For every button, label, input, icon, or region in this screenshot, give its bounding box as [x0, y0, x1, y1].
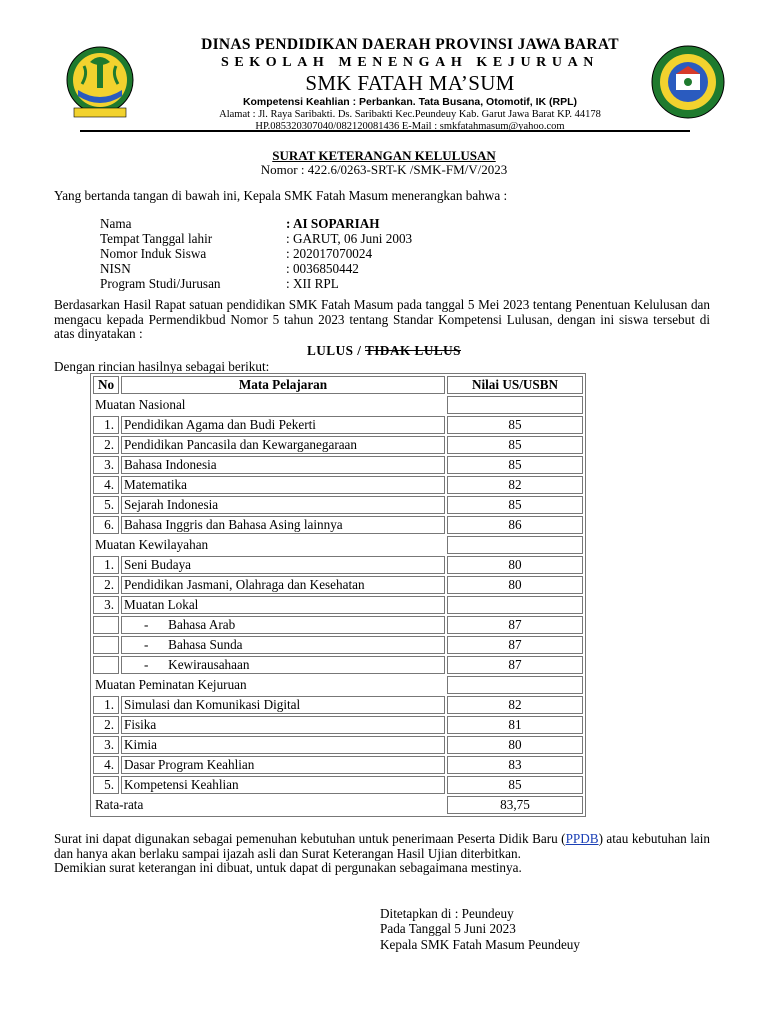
subject-score: 82 [447, 696, 583, 714]
section-score-empty [447, 536, 583, 554]
table-header-row [93, 376, 583, 394]
table-row [93, 556, 583, 574]
sign-position: Kepala SMK Fatah Masum Peundeuy [380, 936, 580, 952]
student-identity [100, 216, 412, 291]
sign-date: Pada Tanggal 5 Juni 2023 [380, 921, 516, 937]
subject-score: 81 [447, 716, 583, 734]
average-label: Rata-rata [95, 797, 144, 812]
subject-name: Sejarah Indonesia [121, 496, 445, 514]
subject-score: 87 [447, 656, 583, 674]
row-number: 1. [93, 556, 119, 574]
row-number: 2. [93, 576, 119, 594]
subject-name: - Kewirausahaan [121, 656, 445, 674]
subject-score: 87 [447, 616, 583, 634]
section-row [93, 396, 583, 414]
row-number: 4. [93, 756, 119, 774]
section-title: Muatan Kewilayahan [95, 537, 209, 552]
subject-name: - Bahasa Sunda [121, 636, 445, 654]
subject-name: Dasar Program Keahlian [121, 756, 445, 774]
section-row [93, 676, 583, 694]
table-row [93, 436, 583, 454]
row-number: 3. [93, 456, 119, 474]
table-row [93, 476, 583, 494]
document-title: SURAT KETERANGAN KELULUSAN [272, 148, 496, 163]
row-number [93, 616, 119, 634]
signature-block [380, 906, 580, 952]
address: Alamat : Jl. Raya Saribakti. Ds. Saribakti Kec.Peundeuy Kab. Garut Jawa Barat KP. 44178 [219, 109, 601, 120]
average-value: 83,75 [447, 796, 583, 814]
closing-text [54, 832, 710, 876]
identity-value: : 202017070024 [286, 246, 373, 261]
identity-value: : XII RPL [286, 276, 339, 291]
subject-name: Bahasa Indonesia [121, 456, 445, 474]
subject-score: 80 [447, 556, 583, 574]
table-row [93, 516, 583, 534]
status-pass: LULUS [306, 343, 354, 358]
letterhead [140, 36, 680, 133]
identity-value: : GARUT, 06 Juni 2003 [286, 231, 413, 246]
ppdb-link[interactable]: PPDB [565, 831, 599, 846]
identity-row [100, 276, 412, 291]
grades-table [90, 373, 586, 817]
table-row [93, 776, 583, 794]
identity-row [100, 231, 412, 246]
row-number [93, 656, 119, 674]
table-row [93, 416, 583, 434]
row-number: 5. [93, 496, 119, 514]
header-subject: Mata Pelajaran [121, 376, 445, 394]
subject-name: Simulasi dan Komunikasi Digital [121, 696, 445, 714]
subject-name: - Bahasa Arab [121, 616, 445, 634]
subject-name: Pendidikan Agama dan Budi Pekerti [121, 416, 445, 434]
closing-text-after: ) atau kebutuhan lain dan hanya akan berlaku sampai ijazah asli dan Surat Keterangan Hasil Ujian diterbitkan. [54, 831, 710, 861]
row-number: 3. [93, 596, 119, 614]
table-row [93, 716, 583, 734]
table-row [93, 596, 583, 614]
subject-score: 85 [447, 416, 583, 434]
identity-value: : AI SOPARIAH [286, 216, 380, 231]
subject-score: 85 [447, 436, 583, 454]
section-title: Muatan Peminatan Kejuruan [95, 677, 247, 692]
row-number: 1. [93, 416, 119, 434]
school-level: SEKOLAH MENENGAH KEJURUAN [220, 55, 600, 70]
agency-name: DINAS PENDIDIKAN DAERAH PROVINSI JAWA BARAT [201, 36, 619, 53]
identity-label: Program Studi/Jurusan [100, 276, 221, 291]
section-score-empty [447, 676, 583, 694]
table-row [93, 616, 583, 634]
table-row [93, 736, 583, 754]
status-separator: / [353, 343, 365, 358]
header-divider [80, 130, 690, 132]
header-score: Nilai US/USBN [447, 376, 583, 394]
subject-score: 83 [447, 756, 583, 774]
row-number: 2. [93, 436, 119, 454]
province-logo [64, 44, 136, 120]
document-number: Nomor : 422.6/0263-SRT-K /SMK-FM/V/2023 [260, 162, 508, 177]
subject-name: Kompetensi Keahlian [121, 776, 445, 794]
subject-name: Seni Budaya [121, 556, 445, 574]
section-score-empty [447, 396, 583, 414]
intro-text: Yang bertanda tangan di bawah ini, Kepala SMK Fatah Masum menerangkan bahwa : [54, 188, 508, 203]
row-number: 2. [93, 716, 119, 734]
table-row [93, 456, 583, 474]
table-row [93, 636, 583, 654]
school-name: SMK FATAH MA’SUM [305, 71, 515, 95]
subject-score: 82 [447, 476, 583, 494]
identity-row [100, 246, 412, 261]
section-title: Muatan Nasional [95, 397, 186, 412]
closing-paragraph-2: Demikian surat keterangan ini dibuat, untuk dapat di pergunakan sebagaimana mestinya. [54, 860, 522, 876]
identity-row [100, 261, 412, 276]
row-number: 4. [93, 476, 119, 494]
subject-score: 87 [447, 636, 583, 654]
contact: HP.085320307040/082120081436 E-Mail : smkfatahmasum@yahoo.com [255, 121, 565, 132]
row-number: 3. [93, 736, 119, 754]
subject-score: 85 [447, 776, 583, 794]
section-row [93, 536, 583, 554]
identity-label: Tempat Tanggal lahir [100, 231, 213, 246]
subject-name: Pendidikan Pancasila dan Kewarganegaraan [121, 436, 445, 454]
row-number: 1. [93, 696, 119, 714]
closing-paragraph-1 [54, 832, 710, 861]
subject-score: 85 [447, 456, 583, 474]
subject-score: 86 [447, 516, 583, 534]
identity-label: NISN [100, 261, 131, 276]
competencies: Kompetensi Keahlian : Perbankan. Tata Busana, Otomotif, IK (RPL) [242, 96, 578, 108]
subject-name: Muatan Lokal [121, 596, 445, 614]
subject-name: Matematika [121, 476, 445, 494]
subject-name: Fisika [121, 716, 445, 734]
sign-place: Ditetapkan di : Peundeuy [380, 906, 514, 921]
subject-score: 80 [447, 576, 583, 594]
table-row [93, 576, 583, 594]
subject-score: 80 [447, 736, 583, 754]
header-no: No [93, 376, 119, 394]
graduation-status [0, 343, 768, 359]
identity-row [100, 216, 412, 231]
table-row [93, 756, 583, 774]
status-fail-struck: TIDAK LULUS [365, 343, 462, 358]
average-row [93, 796, 583, 814]
row-number: 5. [93, 776, 119, 794]
table-row [93, 656, 583, 674]
details-intro: Dengan rincian hasilnya sebagai berikut: [54, 359, 270, 374]
identity-label: Nama [100, 216, 132, 231]
subject-score: 85 [447, 496, 583, 514]
grades-body [93, 396, 583, 814]
subject-name: Kimia [121, 736, 445, 754]
row-number: 6. [93, 516, 119, 534]
subject-name: Bahasa Inggris dan Bahasa Asing lainnya [121, 516, 445, 534]
table-row [93, 696, 583, 714]
row-number [93, 636, 119, 654]
subject-score [447, 596, 583, 614]
identity-label: Nomor Induk Siswa [100, 246, 207, 261]
identity-value: : 0036850442 [286, 261, 359, 276]
decision-paragraph: Berdasarkan Hasil Rapat satuan pendidikan SMK Fatah Masum pada tanggal 5 Mei 2023 tentang Penentuan Kelulusan dan mengacu kepada Permendikbud Nomor 5 tahun 2023 tentang Standar Kompetensi Lulusan, dengan ini siswa tersebut di atas dinyatakan : [54, 297, 710, 342]
closing-text-before: Surat ini dapat digunakan sebagai pemenuhan kebutuhan untuk penerimaan Peserta Didik Baru ( [54, 831, 566, 846]
table-row [93, 496, 583, 514]
subject-name: Pendidikan Jasmani, Olahraga dan Kesehatan [121, 576, 445, 594]
